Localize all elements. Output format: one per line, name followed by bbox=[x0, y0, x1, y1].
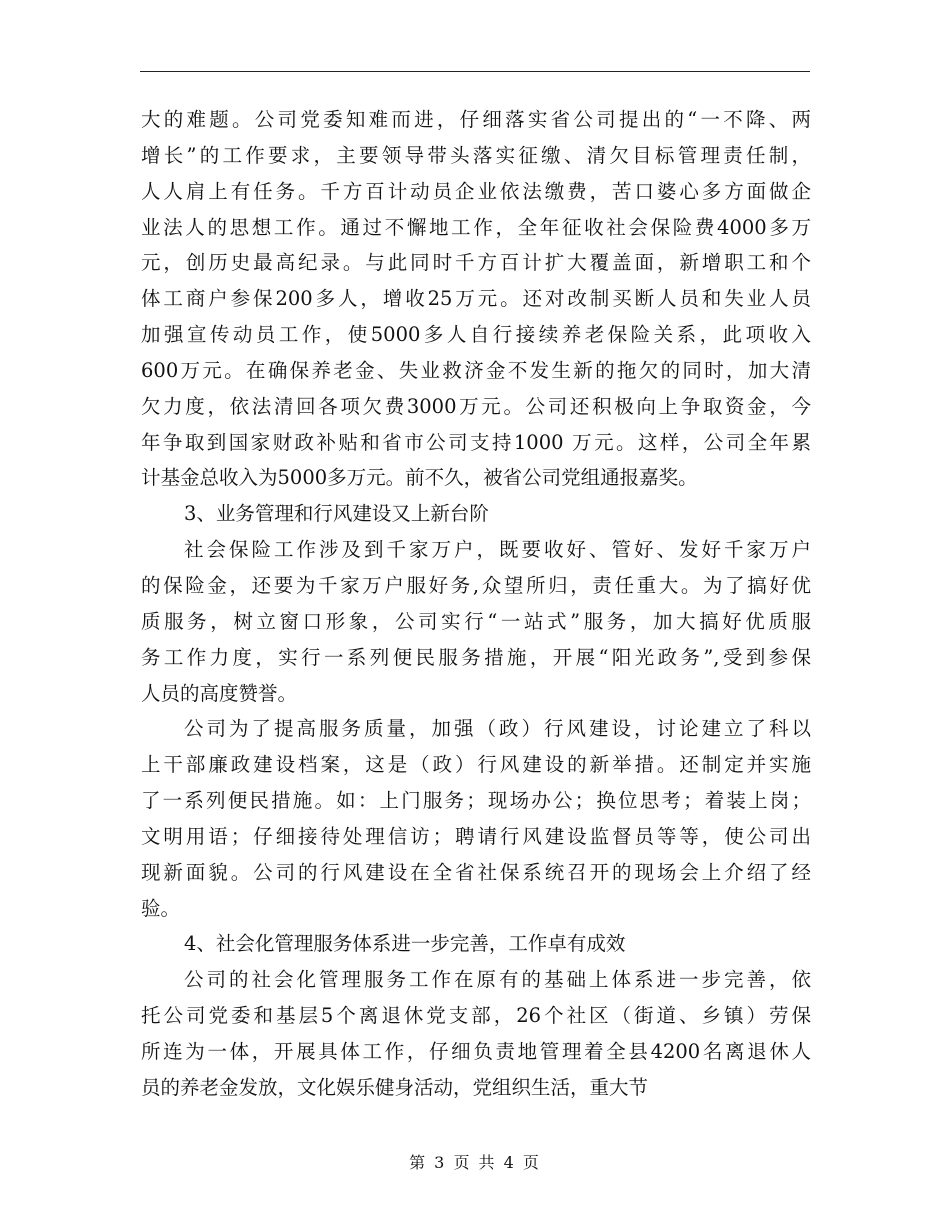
text-line: 的保险金，还要为千家万户服好务,众望所归，责任重大。为了搞好优 bbox=[141, 573, 811, 597]
text-line: 上干部廉政建设档案，这是（政）行风建设的新举措。还制定并实施 bbox=[141, 753, 811, 777]
text-line: 公司的社会化管理服务工作在原有的基础上体系进一步完善，依 bbox=[184, 968, 811, 992]
text-line: 大的难题。公司党委知难而进，仔细落实省公司提出的“一不降、两 bbox=[141, 108, 811, 131]
text-line: 欠力度，依法清回各项欠费3000万元。公司还积极向上争取资金，今 bbox=[141, 394, 811, 418]
text-line: 计基金总收入为5000多万元。前不久，被省公司党组通报嘉奖。 bbox=[141, 466, 698, 490]
text-line: 公司为了提高服务质量，加强（政）行风建设，讨论建立了科以 bbox=[184, 717, 811, 741]
text-line: 文明用语；仔细接待处理信访；聘请行风建设监督员等等，使公司出 bbox=[141, 824, 811, 848]
text-line: 业法人的思想工作。通过不懈地工作，全年征收社会保险费4000多万 bbox=[141, 215, 811, 239]
text-line: 元，创历史最高纪录。与此同时千方百计扩大覆盖面，新增职工和个 bbox=[141, 251, 811, 275]
header-rule bbox=[140, 71, 810, 72]
text-line: 人员的高度赞誉。 bbox=[141, 681, 298, 705]
section-heading: 3、业务管理和行风建设又上新台阶 bbox=[184, 502, 489, 526]
text-line: 社会保险工作涉及到千家万户，既要收好、管好、发好千家万户 bbox=[184, 538, 811, 562]
text-line: 质服务，树立窗口形象，公司实行“一站式”服务，加大搞好优质服 bbox=[141, 609, 811, 633]
text-line: 人人肩上有任务。千方百计动员企业依法缴费，苦口婆心多方面做企 bbox=[141, 179, 811, 203]
text-line: 验。 bbox=[141, 896, 181, 920]
text-line: 年争取到国家财政补贴和省市公司支持1000 万元。这样，公司全年累 bbox=[141, 430, 811, 454]
text-line: 务工作力度，实行一系列便民服务措施，开展“阳光政务”,受到参保 bbox=[141, 645, 811, 669]
document-body bbox=[141, 102, 811, 1106]
text-line: 现新面貌。公司的行风建设在全省社保系统召开的现场会上介绍了经 bbox=[141, 860, 811, 884]
text-line: 体工商户参保200多人，增收25万元。还对改制买断人员和失业人员 bbox=[141, 287, 811, 311]
text-line: 增长”的工作要求，主要领导带头落实征缴、清欠目标管理责任制， bbox=[141, 143, 811, 167]
page-number-footer: 第 3 页 共 4 页 bbox=[409, 1153, 541, 1172]
text-line: 600万元。在确保养老金、失业救济金不发生新的拖欠的同时，加大清 bbox=[141, 358, 811, 382]
section-heading: 4、社会化管理服务体系进一步完善，工作卓有成效 bbox=[184, 932, 626, 956]
text-line: 了一系列便民措施。如：上门服务；现场办公；换位思考；着装上岗； bbox=[141, 789, 811, 813]
text-line: 托公司党委和基层5个离退休党支部，26个社区（街道、乡镇）劳保 bbox=[141, 1004, 811, 1028]
text-line: 所连为一体，开展具体工作，仔细负责地管理着全县4200名离退休人 bbox=[141, 1039, 811, 1063]
text-line: 加强宣传动员工作，使5000多人自行接续养老保险关系，此项收入 bbox=[141, 323, 811, 347]
text-line: 员的养老金发放，文化娱乐健身活动，党组织生活，重大节 bbox=[141, 1075, 649, 1099]
